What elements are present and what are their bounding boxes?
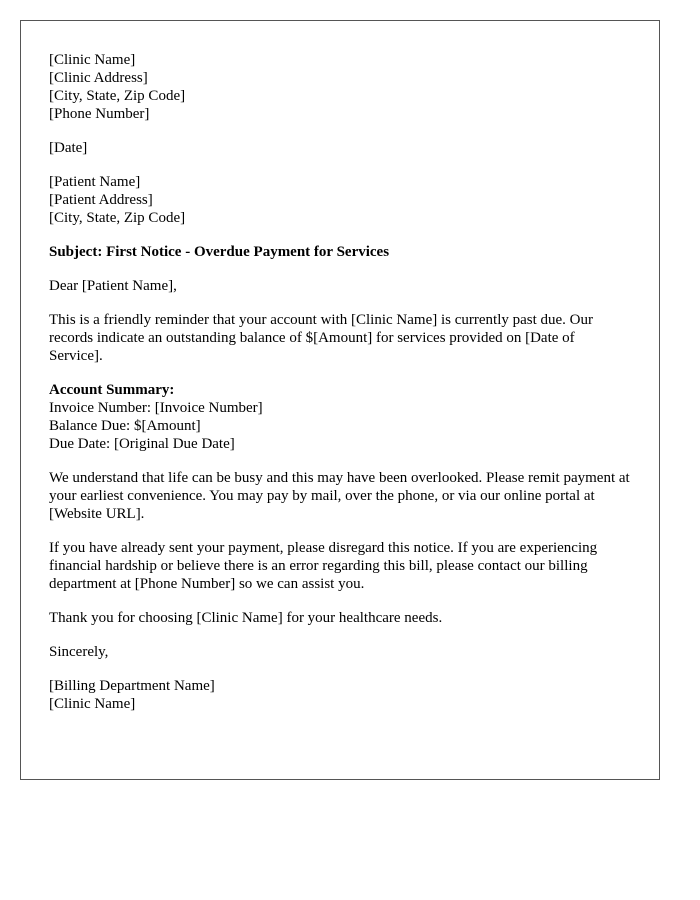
sender-address: [Clinic Address] xyxy=(49,70,148,86)
paragraph-payment-options: We understand that life can be busy and this may have been overlooked. Please remit payment at your earliest convenience. You may pay by mail, over the phone, or via our online portal at [Website URL]. xyxy=(49,470,630,522)
salutation: Dear [Patient Name], xyxy=(49,278,177,294)
closing: Sincerely, xyxy=(49,644,109,660)
letter-date: [Date] xyxy=(49,140,88,156)
recipient-address-block xyxy=(49,173,631,227)
invoice-number: Invoice Number: [Invoice Number] xyxy=(49,400,263,416)
sender-city-state-zip: [City, State, Zip Code] xyxy=(49,88,186,104)
account-summary-heading: Account Summary: xyxy=(49,382,175,398)
balance-due: Balance Due: $[Amount] xyxy=(49,418,201,434)
sender-name: [Clinic Name] xyxy=(49,52,136,68)
subject-line: Subject: First Notice - Overdue Payment for Services xyxy=(49,244,390,260)
account-summary xyxy=(49,381,631,453)
letter-page xyxy=(20,20,660,780)
signature-block xyxy=(49,677,631,713)
recipient-address: [Patient Address] xyxy=(49,192,153,208)
signature-department: [Billing Department Name] xyxy=(49,678,215,694)
due-date: Due Date: [Original Due Date] xyxy=(49,436,235,452)
date-block xyxy=(49,139,631,157)
signature-clinic: [Clinic Name] xyxy=(49,696,136,712)
paragraph-disregard: If you have already sent your payment, please disregard this notice. If you are experiencing financial hardship or believe there is an error regarding this bill, please contact our billing department at [Phone Number] so we can assist you. xyxy=(49,540,598,592)
sender-address-block xyxy=(49,51,631,123)
paragraph-reminder: This is a friendly reminder that your account with [Clinic Name] is currently past due. Our records indicate an outstanding balance of $[Amount] for services provided on [Date of Service]. xyxy=(49,312,594,364)
paragraph-thanks: Thank you for choosing [Clinic Name] for your healthcare needs. xyxy=(49,610,443,626)
recipient-city-state-zip: [City, State, Zip Code] xyxy=(49,210,186,226)
recipient-name: [Patient Name] xyxy=(49,174,141,190)
sender-phone: [Phone Number] xyxy=(49,106,150,122)
